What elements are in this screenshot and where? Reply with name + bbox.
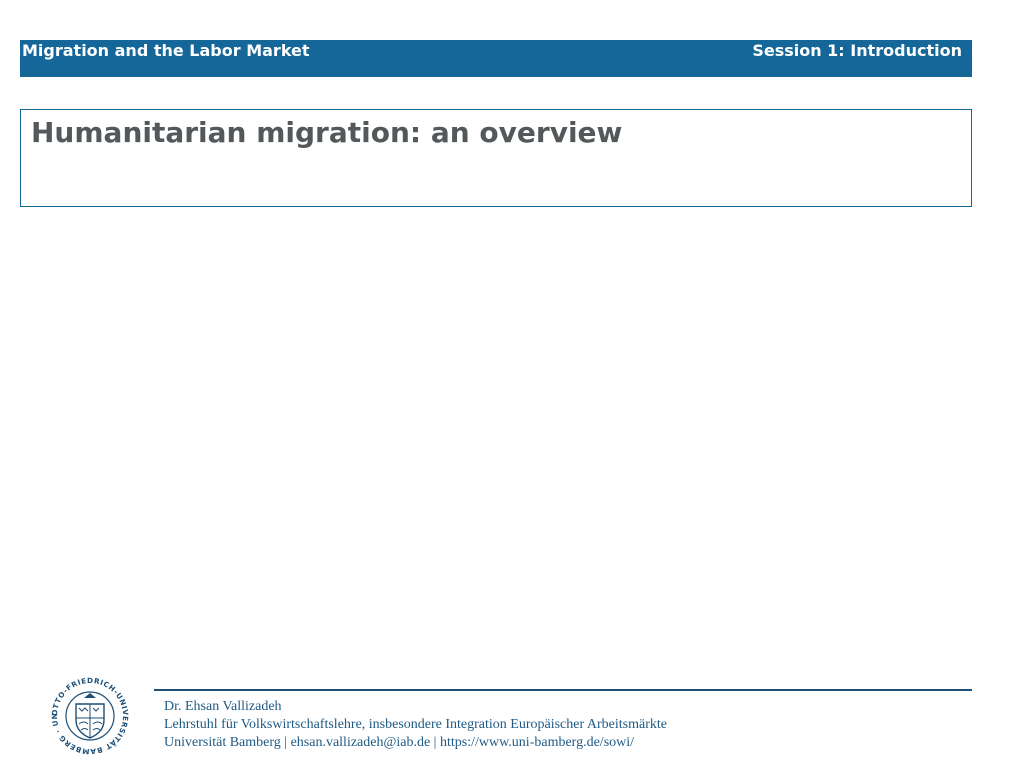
seal-ring-text: OTTO-FRIEDRICH-UNIVERSITÄT BAMBERG · UN: [49, 675, 131, 757]
course-title: Migration and the Labor Market: [22, 41, 310, 60]
footer-divider: [154, 689, 972, 691]
header-bar: [20, 40, 972, 77]
svg-text:OTTO-FRIEDRICH-UNIVERSITÄT BAM: [48, 674, 130, 756]
university-seal-icon: [48, 674, 132, 758]
footer-info: [164, 698, 667, 752]
slide-title: Humanitarian migration: an overview: [31, 116, 623, 149]
title-box: [20, 109, 972, 207]
contact-line: Universität Bamberg | ehsan.vallizadeh@iab.de | https://www.uni-bamberg.de/sowi/: [164, 735, 635, 750]
session-label: Session 1: Introduction: [752, 41, 962, 60]
chair-name: Lehrstuhl für Volkswirtschaftslehre, insbesondere Integration Europäischer Arbeitsmärkte: [164, 717, 667, 732]
author-name: Dr. Ehsan Vallizadeh: [164, 699, 282, 714]
